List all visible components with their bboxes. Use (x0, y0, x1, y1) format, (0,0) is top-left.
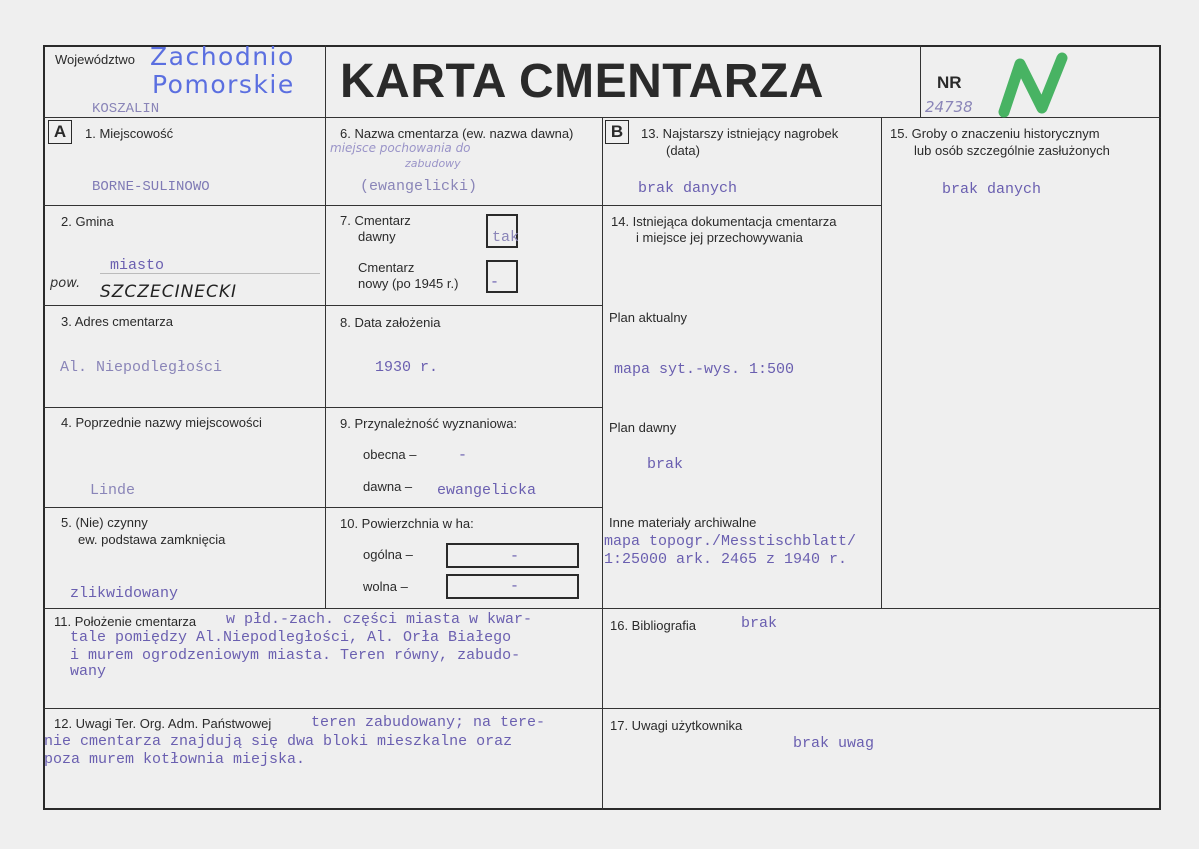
field2-label: 2. Gmina (61, 214, 114, 229)
field14-label-line2: i miejsce jej przechowywania (636, 230, 803, 245)
field7-nowy-label-line2: nowy (po 1945 r.) (358, 276, 459, 291)
field14-plan-dawny-label: Plan dawny (609, 420, 677, 435)
nr-marker (990, 50, 1090, 120)
field4-value: Linde (90, 482, 136, 499)
field12-value-line1: teren zabudowany; na tere- (311, 714, 546, 731)
field10-wolna-label: wolna – (363, 579, 408, 594)
field15-value: brak danych (942, 181, 1042, 198)
field10-ogolna-value: - (510, 548, 520, 565)
rule-col2 (602, 117, 603, 810)
field6-handwritten-line1: miejsce pochowania do (330, 141, 471, 155)
field8-label: 8. Data założenia (340, 315, 441, 330)
section-a-marker: A (48, 120, 72, 144)
field12-label: 12. Uwagi Ter. Org. Adm. Państwowej (54, 716, 272, 731)
field6-value: (ewangelicki) (360, 178, 478, 195)
field7-dawny-value: tak (492, 229, 520, 246)
field9-obecna-value: - (458, 447, 468, 464)
field14-inne-value-line1: mapa topogr./Messtischblatt/ (604, 533, 857, 550)
field2-value: miasto (110, 257, 165, 274)
field13-value: brak danych (638, 180, 738, 197)
field8-value: 1930 r. (375, 359, 439, 376)
rule-row4 (43, 507, 603, 508)
rule-row3 (43, 407, 603, 408)
wojewodztwo-label: Województwo (55, 52, 135, 67)
field6-handwritten-line2: zabudowy (405, 157, 461, 170)
field14-inne-label: Inne materiały archiwalne (609, 515, 757, 530)
field9-dawna-label: dawna – (363, 479, 413, 494)
field7-nowy-value: - (490, 274, 500, 291)
field10-ogolna-label: ogólna – (363, 547, 413, 562)
field2-underline (100, 273, 320, 274)
field17-value: brak uwag (793, 735, 875, 752)
field10-label: 10. Powierzchnia w ha: (340, 516, 474, 531)
field5-label-line2: ew. podstawa zamknięcia (78, 532, 226, 547)
field14-plan-aktualny-label: Plan aktualny (609, 310, 688, 325)
field2-handwritten-value: SZCZECINECKI (100, 282, 238, 302)
field11-value-line3: i murem ogrodzeniowym miasta. Teren równy, zabudo- (70, 647, 521, 664)
field16-label: 16. Bibliografia (610, 618, 696, 633)
wojewodztwo-value-line2: Pomorskie (152, 70, 295, 99)
field11-label: 11. Położenie cmentarza (54, 614, 197, 629)
field15-label-line1: 15. Groby o znaczeniu historycznym (890, 126, 1100, 141)
field5-value: zlikwidowany (70, 585, 179, 602)
rule-row1 (43, 205, 881, 206)
rule-col3 (881, 117, 882, 608)
field6-label: 6. Nazwa cmentarza (ew. nazwa dawna) (340, 126, 574, 141)
field9-dawna-value: ewangelicka (437, 482, 537, 499)
field7-nowy-label-line1: Cmentarz (358, 260, 415, 275)
field7-dawny-label-line2: dawny (358, 229, 396, 244)
field9-obecna-label: obecna – (363, 447, 417, 462)
green-n-marker-icon (990, 50, 1090, 120)
field15-label-line2: lub osób szczególnie zasłużonych (914, 143, 1110, 158)
field5-label-line1: 5. (Nie) czynny (61, 515, 148, 530)
field1-label: 1. Miejscowość (85, 126, 174, 141)
field2-handwritten-prefix: pow. (50, 276, 81, 291)
field14-plan-aktualny-value: mapa syt.-wys. 1:500 (614, 361, 795, 378)
field17-label: 17. Uwagi użytkownika (610, 718, 743, 733)
field3-value: Al. Niepodległości (60, 359, 223, 376)
wojewodztwo-value-line1: Zachodnio (150, 42, 295, 71)
field11-value-line4: wany (70, 663, 107, 680)
field13-label-line1: 13. Najstarszy istniejący nagrobek (641, 126, 839, 141)
field12-value-line2: nie cmentarza znajdują się dwa bloki mieszkalne oraz (44, 733, 513, 750)
rule-header-v2 (920, 45, 921, 117)
field4-label: 4. Poprzednie nazwy miejscowości (61, 415, 262, 430)
field1-value: BORNE-SULINOWO (92, 179, 210, 195)
field14-inne-value-line2: 1:25000 ark. 2465 z 1940 r. (604, 551, 848, 568)
field13-label-line2: (data) (666, 143, 700, 158)
rule-col1 (325, 117, 326, 608)
nr-label: NR (937, 73, 962, 92)
field14-label-line1: 14. Istniejąca dokumentacja cmentarza (611, 214, 837, 229)
field12-value-line3: poza murem kotłownia miejska. (44, 751, 306, 768)
field10-wolna-value: - (510, 578, 520, 595)
rule-row2a (43, 305, 603, 306)
page-title: KARTA CMENTARZA (340, 55, 824, 108)
field14-plan-dawny-value: brak (647, 456, 684, 473)
field16-value: brak (741, 615, 778, 632)
field3-label: 3. Adres cmentarza (61, 314, 173, 329)
section-b-marker: B (605, 120, 629, 144)
rule-header-v1 (325, 45, 326, 117)
field11-value-line1: w płd.-zach. części miasta w kwar- (226, 611, 533, 628)
old-region: KOSZALIN (92, 101, 160, 117)
field7-dawny-label-line1: 7. Cmentarz (340, 213, 411, 228)
field9-label: 9. Przynależność wyznaniowa: (340, 416, 518, 431)
nr-handwritten: 24738 (925, 98, 973, 116)
field11-value-line2: tale pomiędzy Al.Niepodległości, Al. Orła Białego (70, 629, 512, 646)
